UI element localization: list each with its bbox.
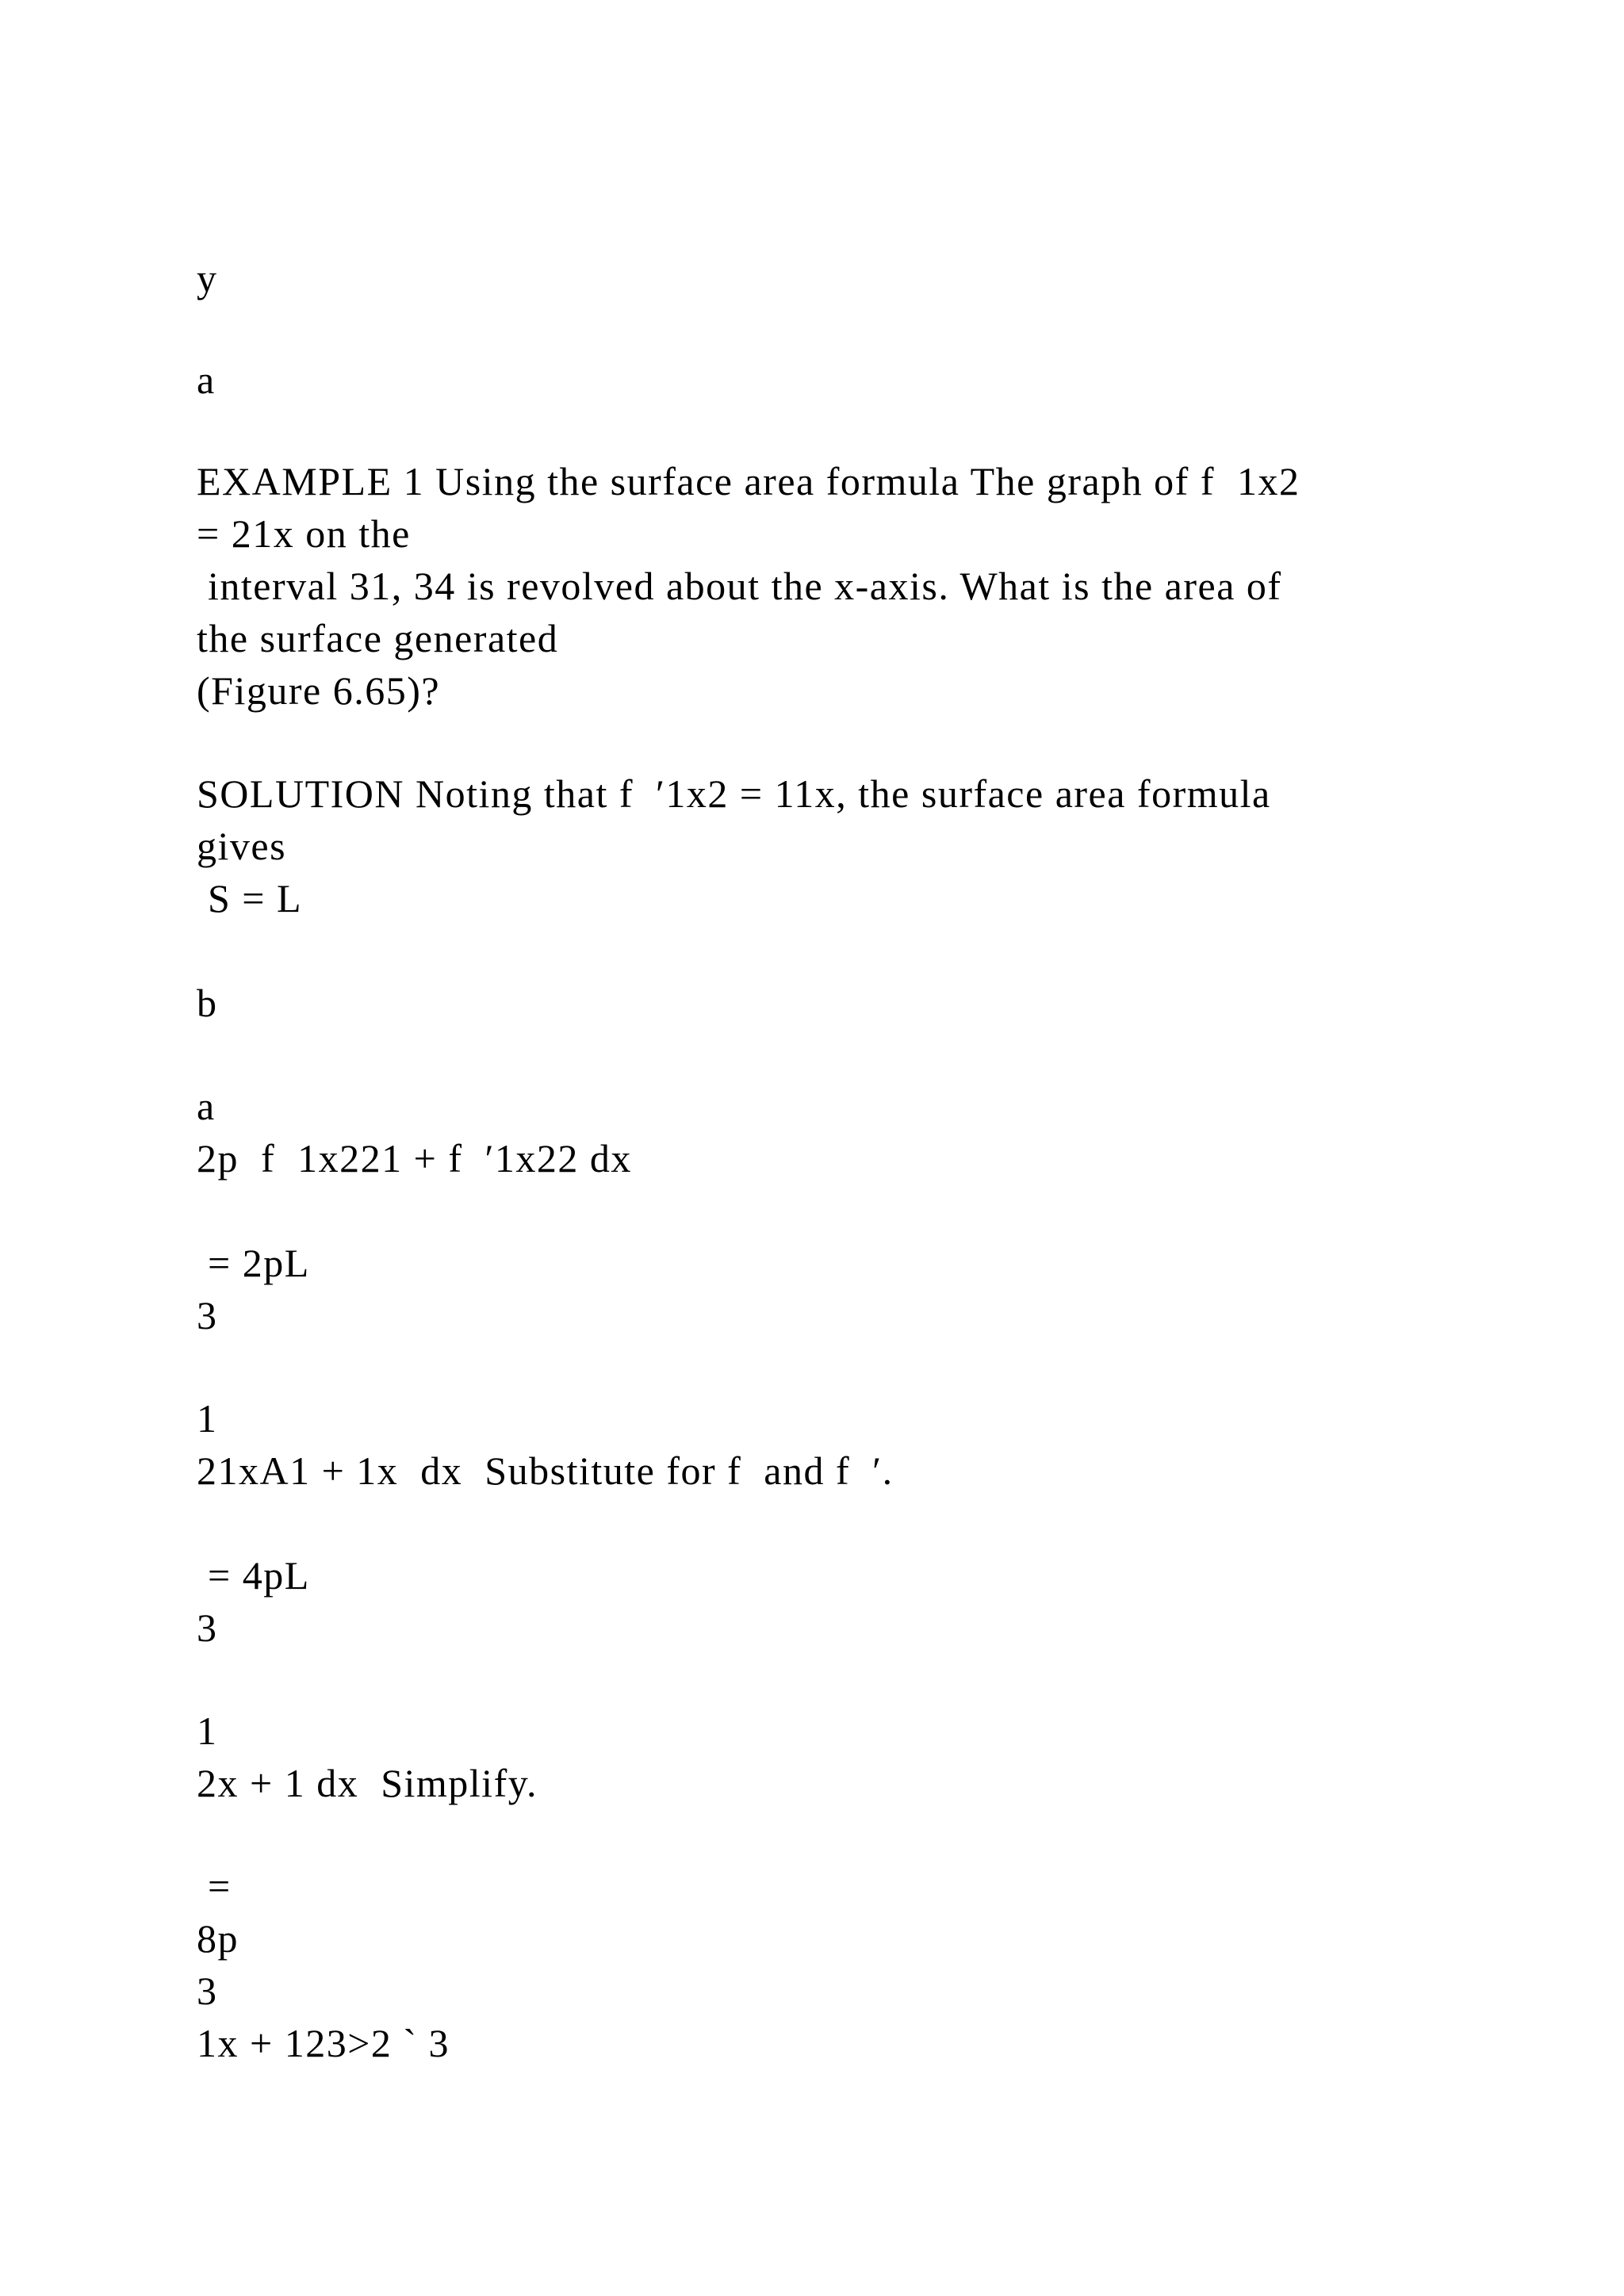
formula-line: 3 — [197, 1605, 218, 1650]
solution-heading: SOLUTION Noting that f ′1x2 = 11x, the surface area formula — [197, 771, 1271, 816]
text-line: (Figure 6.65)? — [197, 668, 441, 713]
text-line: a — [197, 358, 216, 402]
formula-line: = 2pL — [197, 1241, 310, 1285]
formula-line: 1 — [197, 1709, 218, 1753]
formula-line: 2p f 1x221 + f ′1x22 dx — [197, 1136, 632, 1181]
text-line: y — [197, 256, 218, 300]
formula-line: = — [197, 1864, 232, 1908]
text-line: gives — [197, 824, 287, 868]
formula-line: a — [197, 1084, 216, 1128]
formula-line: 1x + 123>2 ` 3 — [197, 2021, 450, 2065]
text-line: = 21x on the — [197, 511, 411, 556]
formula-line: 3 — [197, 1969, 218, 2013]
formula-line: 21xA1 + 1x dx Substitute for f and f ′. — [197, 1448, 894, 1493]
formula-line: 3 — [197, 1293, 218, 1337]
formula-line: b — [197, 981, 218, 1025]
formula-line: = 4pL — [197, 1553, 310, 1598]
example-heading: EXAMPLE 1 Using the surface area formula The graph of f 1x2 — [197, 459, 1300, 503]
formula-line: 8p — [197, 1916, 239, 1961]
formula-line: S = L — [197, 876, 303, 920]
text-line: the surface generated — [197, 616, 559, 660]
formula-line: 2x + 1 dx Simplify. — [197, 1761, 538, 1805]
formula-line: 1 — [197, 1396, 218, 1441]
text-line: interval 31, 34 is revolved about the x-axis. What is the area of — [197, 564, 1282, 608]
